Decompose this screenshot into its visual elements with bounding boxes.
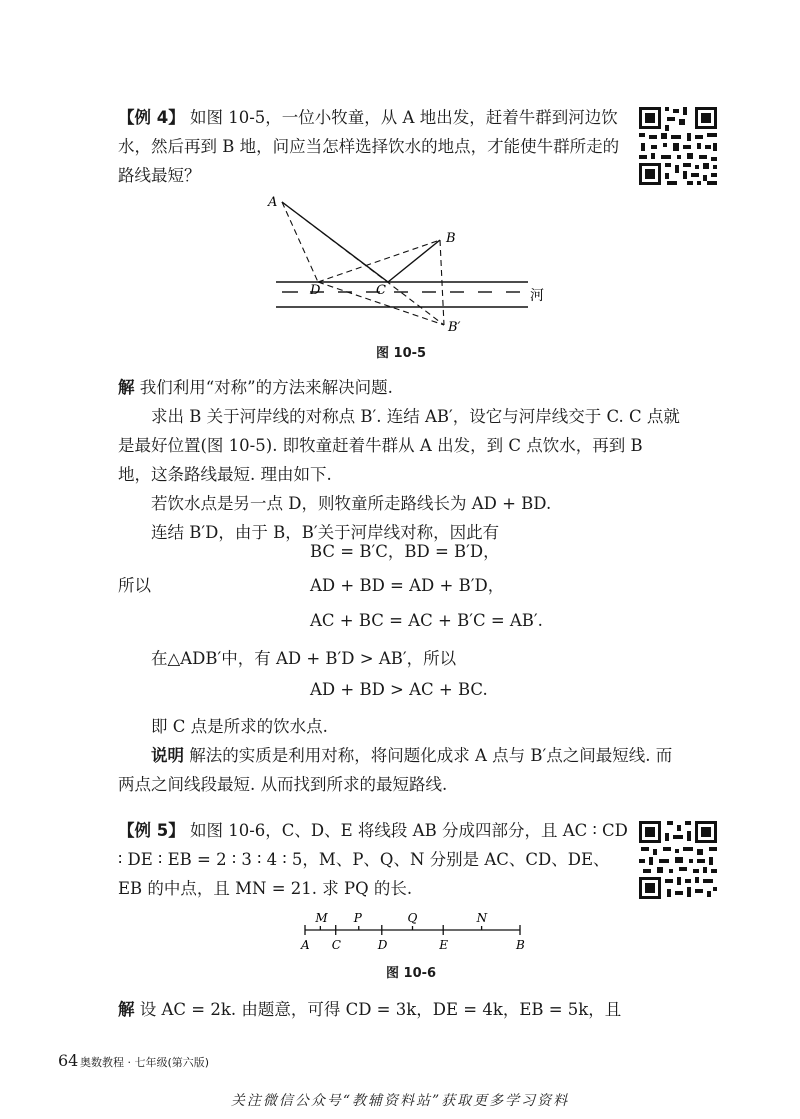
example-4-statement <box>118 103 628 190</box>
label-river: 河 <box>530 288 544 304</box>
page-number: 64 <box>58 1051 79 1070</box>
solution-4-line1: 我们利用“对称”的方法来解决问题. <box>134 378 393 397</box>
label-b-prime: B′ <box>448 320 461 335</box>
solution-5-intro <box>118 995 680 1024</box>
label-m: M <box>315 911 328 925</box>
label-d: D <box>310 283 321 298</box>
watermark-text: 关注微信公众号“教辅资料站”获取更多学习资料 <box>230 1093 570 1109</box>
note-tag: 说明 <box>151 746 184 765</box>
label-d: D <box>377 938 388 952</box>
example-5-text: 如图 10-6，C、D、E 将线段 AB 分成四部分，且 AC ∶ CD ∶ DE ∶ EB = 2 ∶ 3 ∶ 4 ∶ 5，M、P、Q、N 分别是 AC、CD、DE、EB 的中点，且 MN = 21. 求 PQ 的长. <box>118 821 628 898</box>
book-title: 奥数教程 · 七年级(第六版) <box>80 1056 210 1069</box>
solution-4-intro <box>118 373 628 402</box>
example-5-statement <box>118 816 628 903</box>
solution-4-para5: 在△ADB′中，有 AD + B′D > AB′，所以 <box>151 649 457 668</box>
solution-4-para6: 即 C 点是所求的饮水点. <box>151 717 328 736</box>
qr-code-icon <box>637 105 719 187</box>
example-5-tag: 【例 5】 <box>118 821 185 840</box>
solution-5-tag: 解 <box>118 1000 135 1019</box>
label-b: B <box>446 231 456 246</box>
label-q: Q <box>407 911 418 925</box>
equation-3: AC + BC = AC + B′C = AB′. <box>310 611 543 630</box>
label-b: B <box>516 938 525 952</box>
figure-10-6-caption: 图 10-6 <box>386 966 437 981</box>
solution-4-para3: 若饮水点是另一点 D，则牧童所走路线长为 AD + BD. <box>151 494 552 513</box>
example-4-text: 如图 10-5，一位小牧童，从 A 地出发，赶着牛群到河边饮水，然后再到 B 地，问应当怎样选择饮水的地点，才能使牛群所走的路线最短？ <box>118 108 620 185</box>
figure-10-5-diagram <box>262 188 552 338</box>
label-a: A <box>268 195 278 210</box>
label-e: E <box>439 938 448 952</box>
solution-4-note <box>118 741 680 799</box>
figure-10-5-caption: 图 10-5 <box>376 346 427 361</box>
qr-code-icon <box>637 819 719 901</box>
segment-cb <box>388 240 440 282</box>
solution-4-tag: 解 <box>118 378 135 397</box>
solution-4-para2: 求出 B 关于河岸线的对称点 B′. 连结 AB′，设它与河岸线交于 C. C 点就是最好位置(图 10-5). 即牧童赶着牛群从 A 出发，到 C 点饮水，再到 B 地，这条路线最短. 理由如下. <box>118 407 680 484</box>
note-text: 解法的实质是利用对称，将问题化成求 A 点与 B′点之间最短线. 而两点之间线段最短. 从而找到所求的最短路线. <box>118 746 673 794</box>
segment-ad <box>282 202 318 282</box>
label-c: C <box>376 283 386 298</box>
equation-4: AD + BD > AC + BC. <box>310 680 488 699</box>
solution-4-para4: 连结 B′D，由于 B，B′关于河岸线对称，因此有 <box>151 523 500 542</box>
label-n: N <box>476 911 488 925</box>
equation-2: AD + BD = AD + B′D， <box>310 576 505 595</box>
label-a: A <box>301 938 310 952</box>
equation-1: BC = B′C，BD = B′D， <box>310 542 500 561</box>
example-4-tag: 【例 4】 <box>118 108 185 127</box>
therefore-label: 所以 <box>118 576 151 595</box>
solution-5-text: 设 AC = 2k. 由题意，可得 CD = 3k，DE = 4k，EB = 5k，且 <box>134 1000 622 1019</box>
label-c: C <box>331 938 341 952</box>
label-p: P <box>353 911 362 925</box>
figure-10-6-diagram <box>295 908 530 956</box>
